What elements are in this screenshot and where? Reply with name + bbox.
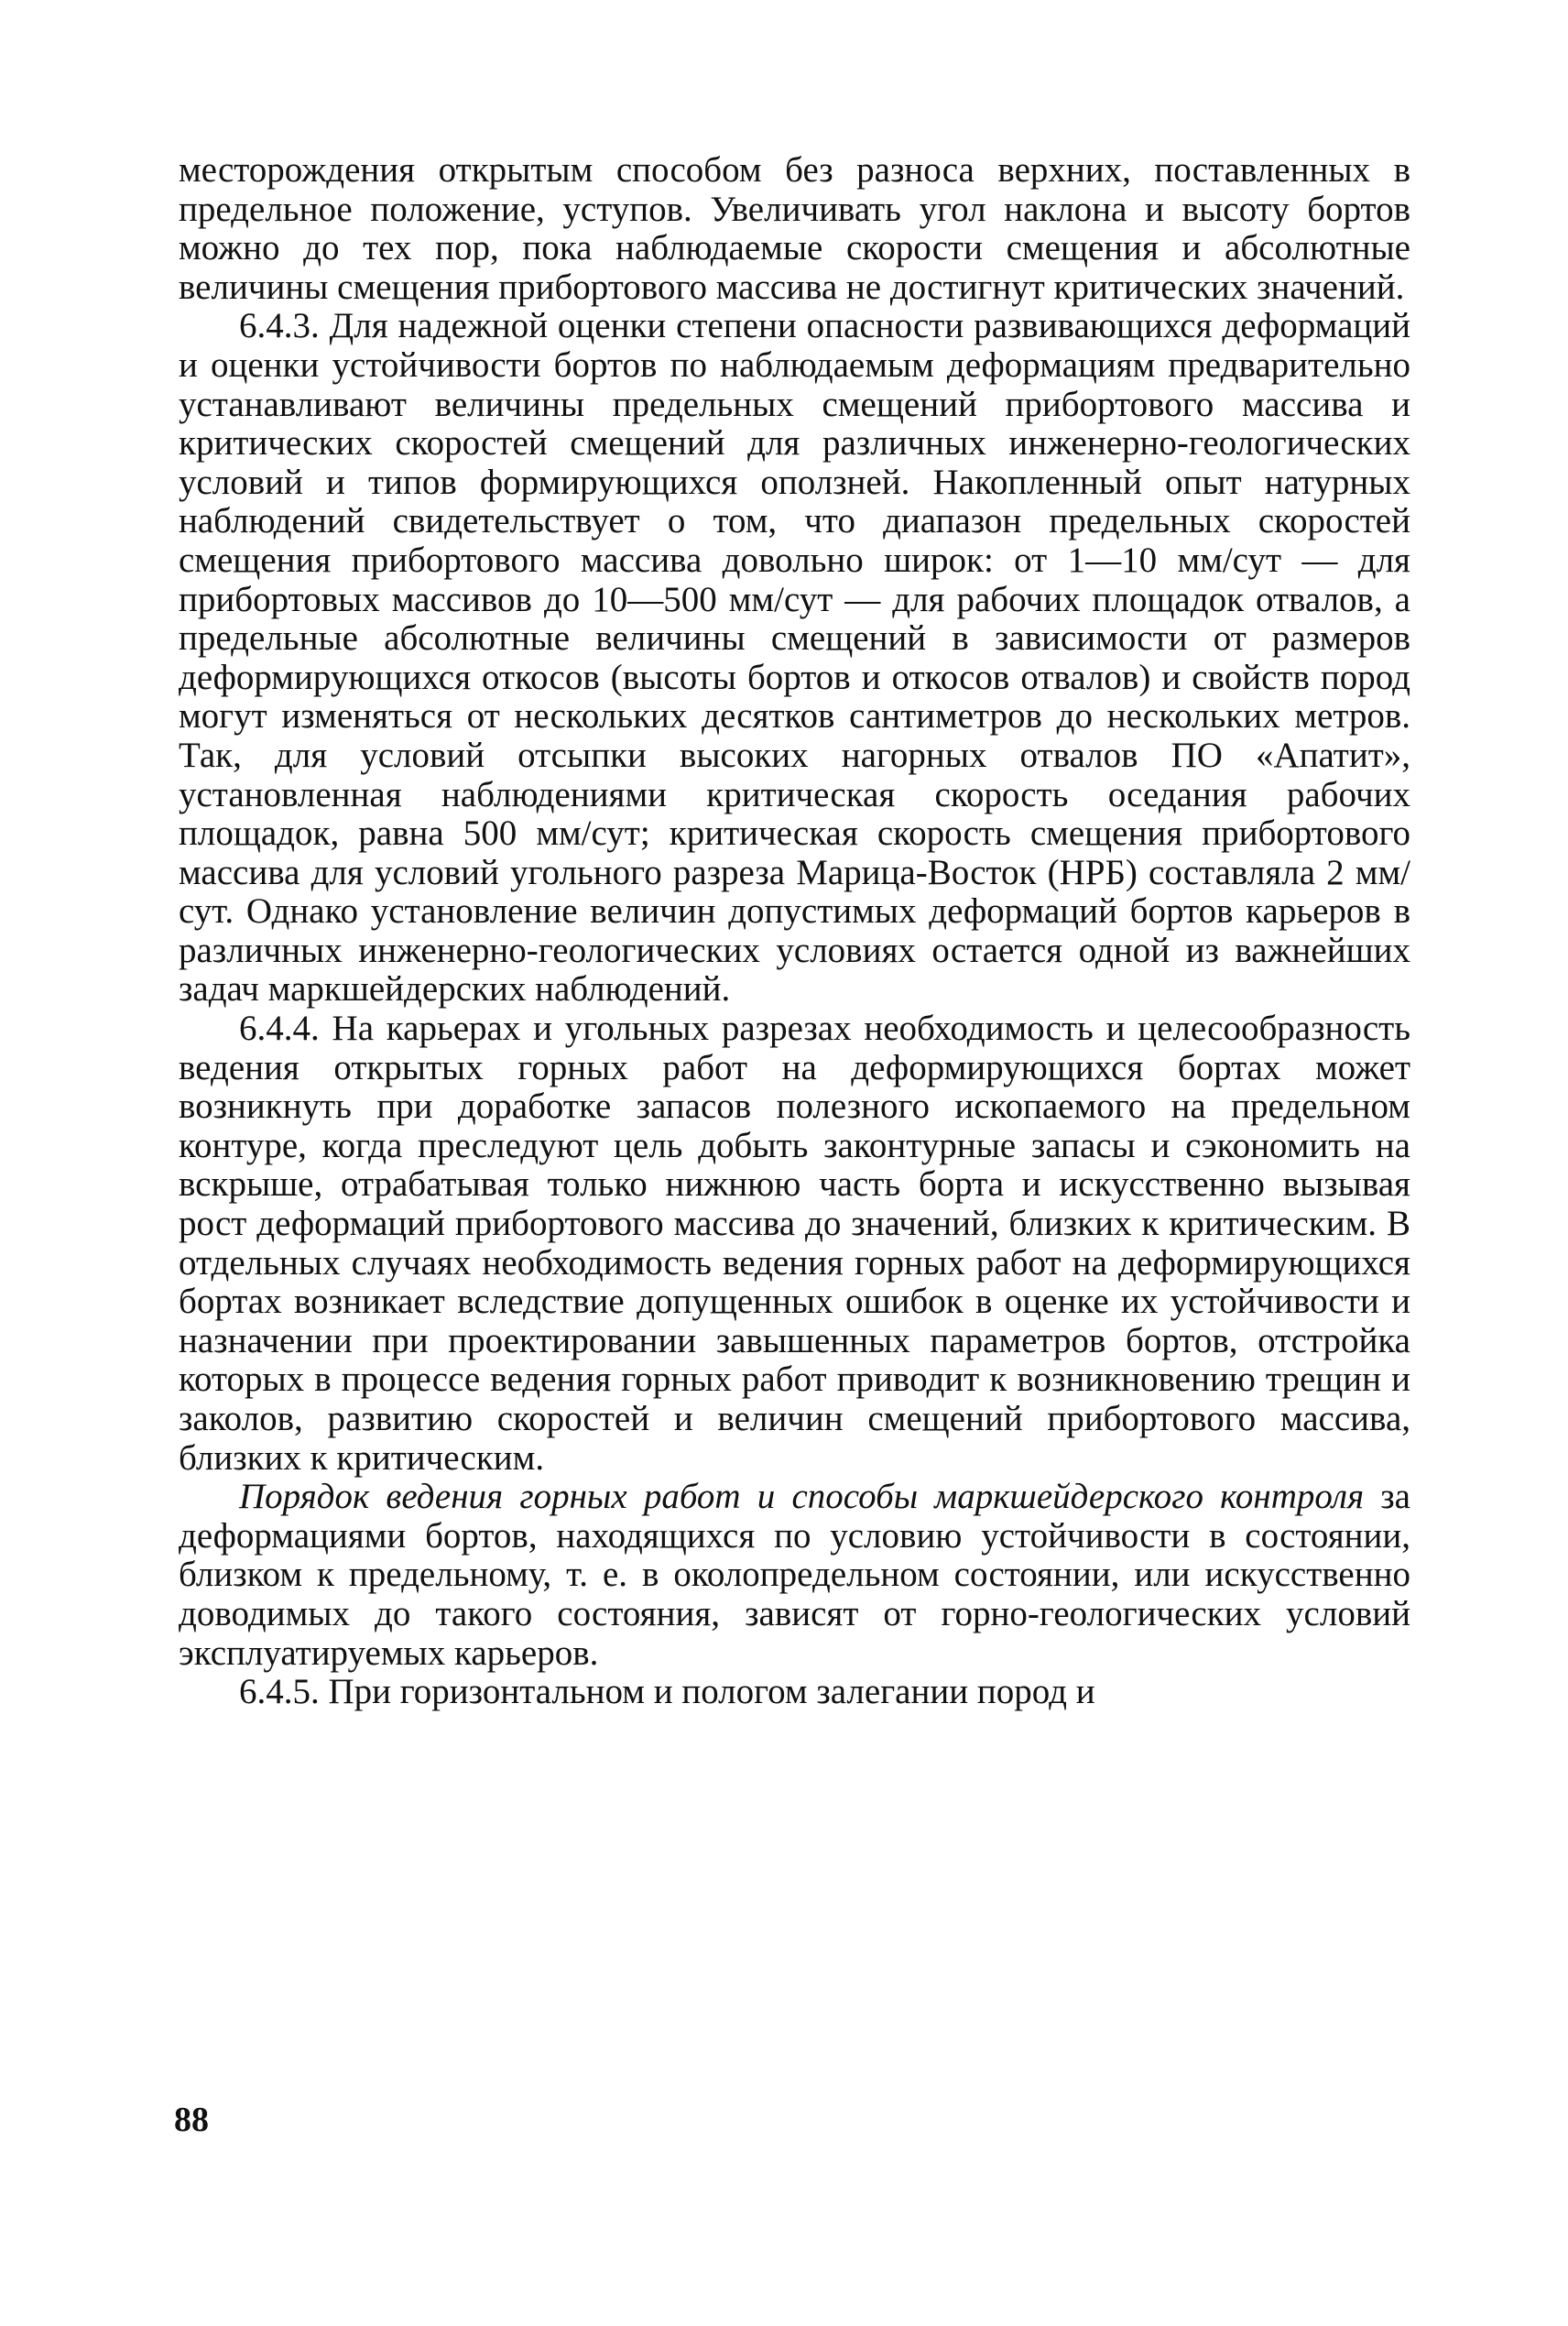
paragraph-italic-lead: Порядок ведения горных работ и способы маркшейдерского контроля: [239, 1477, 1365, 1517]
paragraph-continuation: месторождения открытым способом без разноса верхних, поставленных в предельное положение, уступов. Увеличивать угол наклона и высоту бортов можно до тех пор, пока наблюдаемые скорости смещения и абсолютные величины смещения прибортового массива не достигнут критических значений.: [179, 150, 1410, 307]
page-number: 88: [174, 2101, 209, 2139]
paragraph-6-4-4: 6.4.4. На карьерах и угольных разрезах необходимость и целесообразность ведения открытых горных работ на деформирующихся бортах может возникнуть при доработке запасов полезного ископаемого на предельном контуре, когда преследуют цель добыть законтурные запасы и сэкономить на вскрыше, отрабатывая только нижнюю часть борта и искусственно вызывая рост деформаций прибортового массива до значений, близких к критическим. В отдельных случаях необходимость ведения горных работ на деформирующихся бортах возникает вследствие допущенных ошибок в оценке их устойчивости и назначении при проектировании завышенных параметров бортов, отстройка которых в процессе ведения горных работ приводит к возникновению трещин и заколов, развитию скоростей и величин смещений прибортового массива, близких к критическим.: [179, 1009, 1410, 1478]
paragraph-body: за деформациями бортов, находящихся по условию устойчивости в состоянии, близком к предельному, т. е. в околопредельном состоянии, или искусственно доводимых до такого состояния, зависят от горно-геологических условий эксплуатируемых карьеров.: [179, 1477, 1410, 1673]
paragraph-6-4-3: 6.4.3. Для надежной оценки степени опасности развивающихся деформаций и оценки устойчивости бортов по наблюдаемым деформациям предварительно устанавливают величины предельных смещений прибортового массива и критических скоростей смещений для различных инженерно-геологических условий и типов формирующихся оползней. Накопленный опыт натурных наблюдений свидетельствует о том, что диапазон предельных скоростей смещения прибортового массива довольно широк: от 1—10 мм/сут — для прибортовых массивов до 10—500 мм/сут — для рабочих площадок отвалов, а предельные абсолютные величины смещений в зависимости от размеров деформирующихся откосов (высоты бортов и откосов отвалов) и свойств пород могут изменяться от нескольких десятков сантиметров до нескольких метров. Так, для условий отсыпки высоких нагорных отвалов ПО «Апатит», установленная наблюдениями критическая скорость оседания рабочих площадок, равна 500 мм/сут; критическая скорость смещения прибортового массива для условий угольного разреза Марица-Восток (НРБ) составляла 2 мм/сут. Однако установление величин допустимых деформаций бортов карьеров в различных инженерно-геологических условиях остается одной из важнейших задач маркшейдерских наблюдений.: [179, 306, 1410, 1010]
body-text: [179, 151, 1410, 1712]
paragraph-6-4-5: 6.4.5. При горизонтальном и пологом залегании пород и: [239, 1672, 1095, 1712]
paragraph-mining-order: [179, 1478, 1410, 1673]
